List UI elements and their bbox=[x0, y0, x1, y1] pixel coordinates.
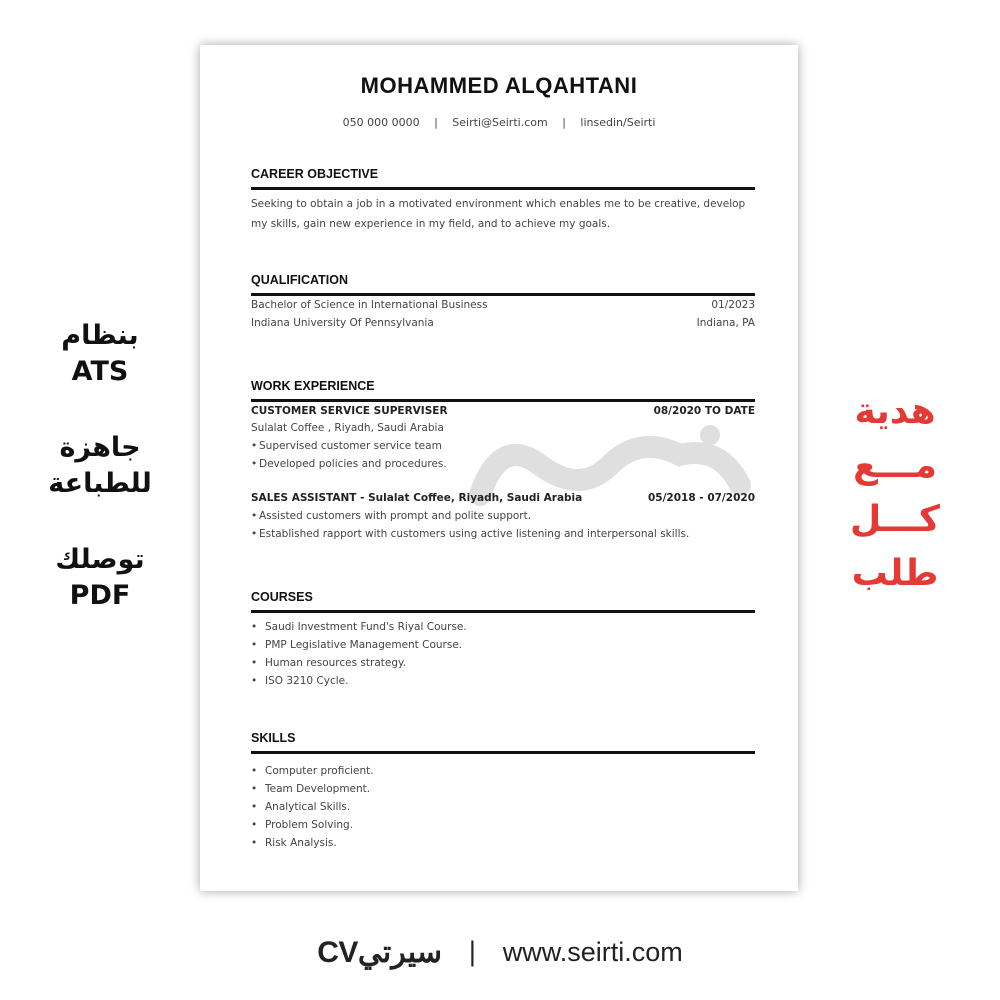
gift-line-2: مـــع bbox=[853, 445, 937, 486]
gift-line-3: كـــل bbox=[850, 499, 940, 540]
list-item: • Risk Analysis. bbox=[251, 834, 755, 852]
website-link[interactable]: www.seirti.com bbox=[502, 936, 683, 967]
qualification-row bbox=[251, 314, 755, 332]
badge-print-line2: للطباعة bbox=[48, 468, 152, 499]
list-item: • Human resources strategy. bbox=[251, 654, 755, 672]
job-bullets bbox=[251, 437, 755, 473]
list-item: • Supervised customer service team bbox=[251, 437, 755, 455]
gift-line-4: طلب bbox=[851, 553, 939, 594]
list-item: • Established rapport with customers using active listening and interpersonal skills. bbox=[251, 525, 755, 543]
contact-line bbox=[200, 116, 798, 129]
skills-list bbox=[251, 762, 755, 852]
degree-date: 01/2023 bbox=[711, 299, 755, 311]
badge-print bbox=[30, 430, 170, 502]
list-item: • Developed policies and procedures. bbox=[251, 455, 755, 473]
list-item: • Problem Solving. bbox=[251, 816, 755, 834]
list-item: • Assisted customers with prompt and polite support. bbox=[251, 507, 755, 525]
section-title: COURSES bbox=[251, 590, 755, 613]
badge-ats bbox=[30, 318, 170, 390]
job-dates: 05/2018 - 07/2020 bbox=[647, 492, 755, 504]
section-experience bbox=[251, 379, 755, 543]
job-header bbox=[251, 489, 755, 507]
objective-text: Seeking to obtain a job in a motivated environment which enables me to be creative, develop my skills, gain new experience in my field, and to achieve my goals. bbox=[251, 198, 746, 230]
brand-logo: CVسيرتي bbox=[317, 935, 442, 969]
job-company: Sulalat Coffee , Riyadh, Saudi Arabia bbox=[251, 422, 444, 434]
list-item: • Saudi Investment Fund's Riyal Course. bbox=[251, 618, 755, 636]
section-courses bbox=[251, 590, 755, 690]
resume-sheet bbox=[200, 45, 798, 891]
job-role: SALES ASSISTANT - Sulalat Coffee, Riyadh, Saudi Arabia bbox=[251, 492, 583, 504]
courses-list bbox=[251, 618, 755, 690]
section-skills bbox=[251, 731, 755, 852]
list-item: • Team Development. bbox=[251, 780, 755, 798]
job-dates: 08/2020 TO DATE bbox=[653, 405, 755, 417]
job-bullets bbox=[251, 507, 755, 543]
badge-pdf bbox=[30, 542, 170, 614]
qualification-row bbox=[251, 296, 755, 314]
badge-print-line1: جاهزة bbox=[59, 432, 141, 463]
school-text: Indiana University Of Pennsylvania bbox=[251, 317, 434, 329]
section-objective bbox=[251, 167, 755, 234]
resume-name: MOHAMMED ALQAHTANI bbox=[360, 73, 638, 98]
job-role: CUSTOMER SERVICE SUPERVISER bbox=[251, 405, 448, 417]
badge-pdf-line2: PDF bbox=[69, 580, 131, 611]
degree-text: Bachelor of Science in International Business bbox=[251, 299, 488, 311]
contact-separator: | bbox=[562, 116, 566, 129]
linkedin-text: linsedin/Seirti bbox=[580, 116, 656, 129]
section-qualification bbox=[251, 273, 755, 332]
badge-ats-line2: ATS bbox=[71, 356, 129, 387]
section-title: QUALIFICATION bbox=[251, 273, 755, 296]
list-item: • Analytical Skills. bbox=[251, 798, 755, 816]
section-title: SKILLS bbox=[251, 731, 755, 754]
phone-text: 050 000 0000 bbox=[342, 116, 420, 129]
section-title: WORK EXPERIENCE bbox=[251, 379, 755, 402]
feature-badges bbox=[30, 318, 170, 654]
list-item: • ISO 3210 Cycle. bbox=[251, 672, 755, 690]
job-header bbox=[251, 402, 755, 420]
email-text: Seirti@Seirti.com bbox=[452, 116, 548, 129]
badge-pdf-line1: توصلك bbox=[55, 544, 145, 575]
gift-line-1: هدية bbox=[854, 391, 936, 432]
footer bbox=[0, 932, 1000, 972]
list-item: • Computer proficient. bbox=[251, 762, 755, 780]
badge-ats-line1: بنظام bbox=[61, 320, 139, 351]
list-item: • PMP Legislative Management Course. bbox=[251, 636, 755, 654]
contact-separator: | bbox=[434, 116, 438, 129]
footer-divider: | bbox=[468, 937, 477, 967]
school-location: Indiana, PA bbox=[696, 317, 755, 329]
gift-promo bbox=[820, 385, 970, 601]
section-title: CAREER OBJECTIVE bbox=[251, 167, 755, 190]
